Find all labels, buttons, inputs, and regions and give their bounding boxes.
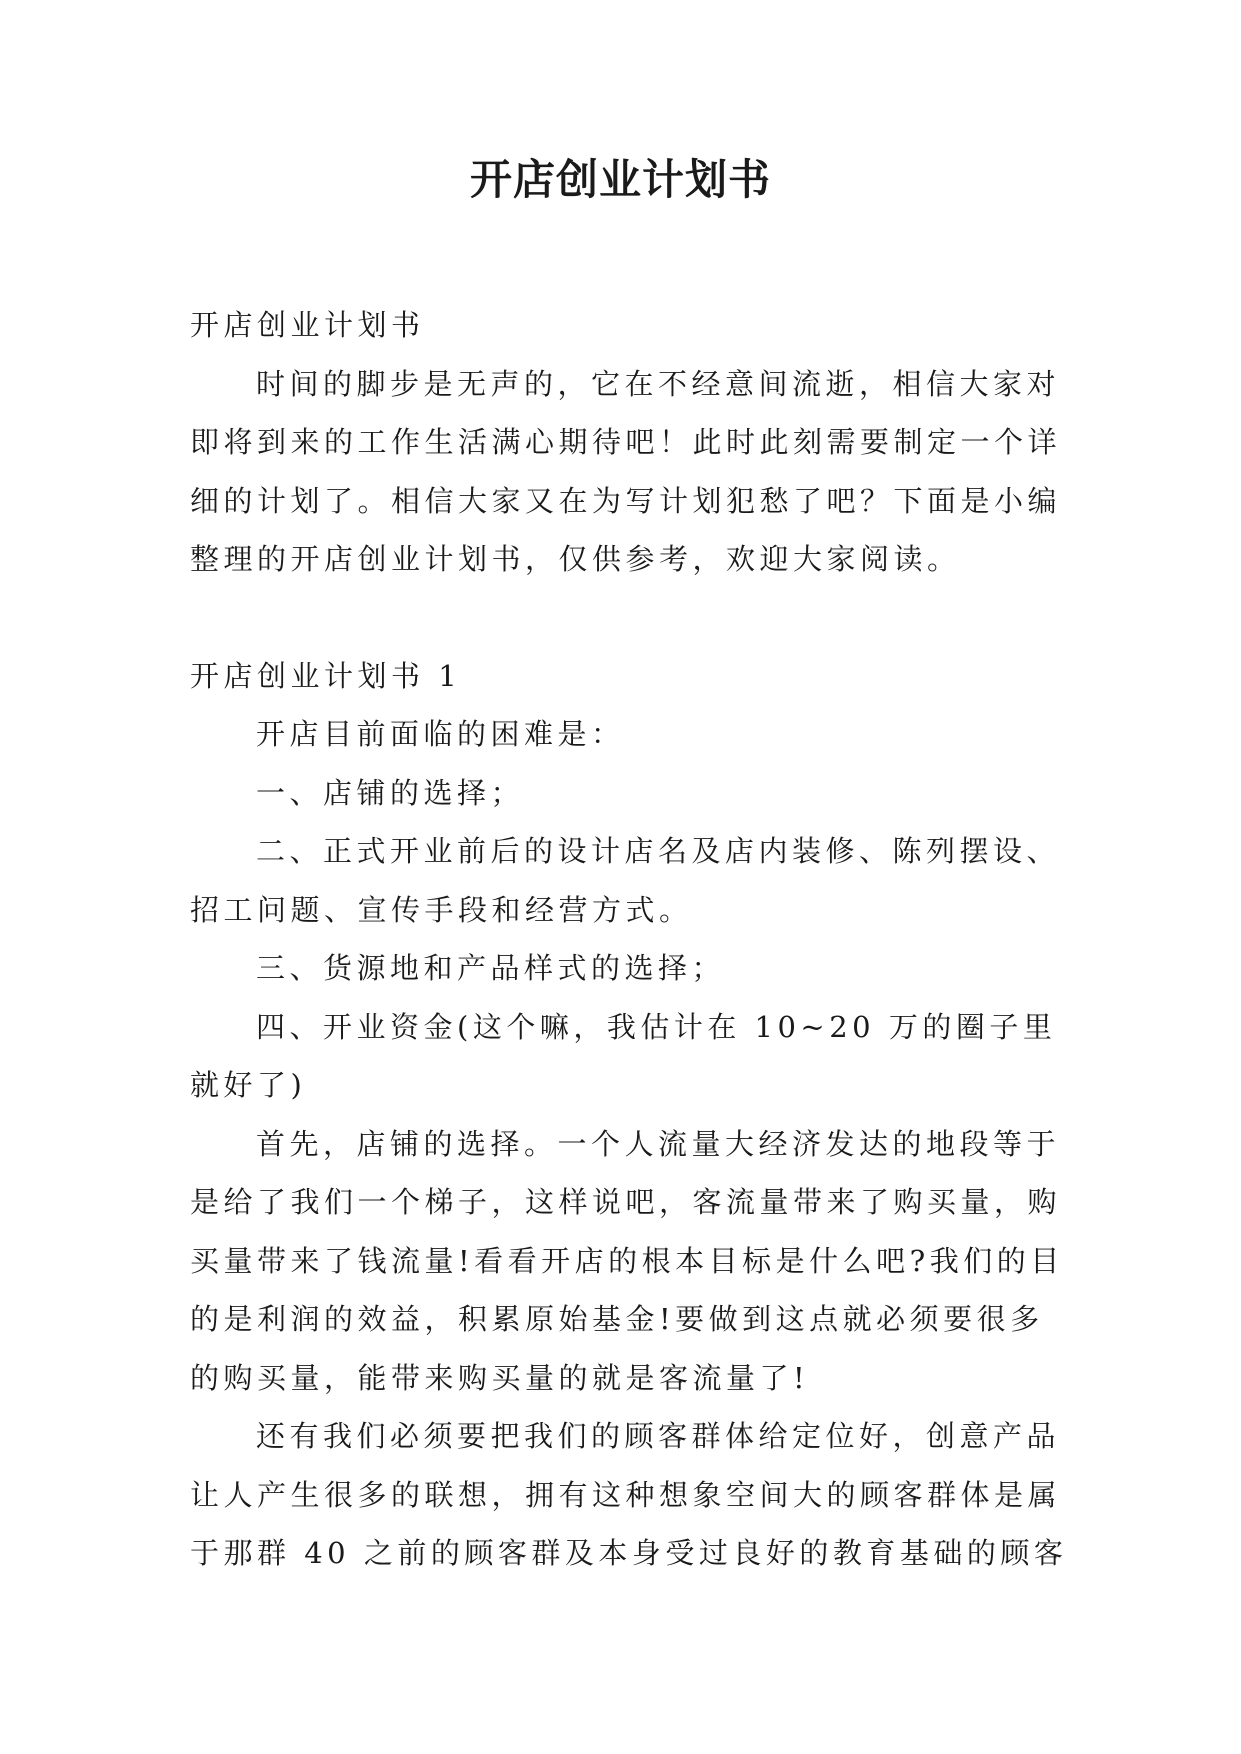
customer-group-paragraph: 还有我们必须要把我们的顾客群体给定位好，创意产品让人产生很多的联想，拥有这种想象空间大的顾客群体是属于那群 40 之前的顾客群及本身受过良好的教育基础的顾客	[190, 1419, 1068, 1570]
store-selection-paragraph: 首先，店铺的选择。一个人流量大经济发达的地段等于是给了我们一个梯子，这样说吧，客流量带来了购买量，购买量带来了钱流量!看看开店的根本目标是什么吧?我们的目的是利润的效益，积累原始基金!要做到这点就必须要很多的购买量，能带来购买量的就是客流量了!	[190, 1126, 1064, 1395]
section1-heading: 开店创业计划书 1	[190, 658, 462, 693]
document-body	[190, 296, 1070, 1583]
difficulty-item-4: 四、开业资金(这个嘛，我估计在 10~20 万的圈子里就好了)	[190, 1009, 1057, 1102]
document-title: 开店创业计划书	[469, 155, 771, 204]
difficulties-intro: 开店目前面临的困难是：	[256, 717, 625, 751]
difficulty-item-1: 一、店铺的选择；	[256, 775, 525, 810]
section-heading: 开店创业计划书	[190, 308, 425, 342]
intro-paragraph: 时间的脚步是无声的，它在不经意间流逝，相信大家对即将到来的工作生活满心期待吧！此时此刻需要制定一个详细的计划了。相信大家又在为写计划犯愁了吧？下面是小编整理的开店创业计划书，仅供参考，欢迎大家阅读。	[190, 366, 1062, 576]
difficulty-item-2: 二、正式开业前后的设计店名及店内装修、陈列摆设、招工问题、宣传手段和经营方式。	[190, 834, 1061, 927]
paragraph-gap	[190, 589, 1070, 647]
difficulty-item-3: 三、货源地和产品样式的选择；	[256, 951, 726, 985]
